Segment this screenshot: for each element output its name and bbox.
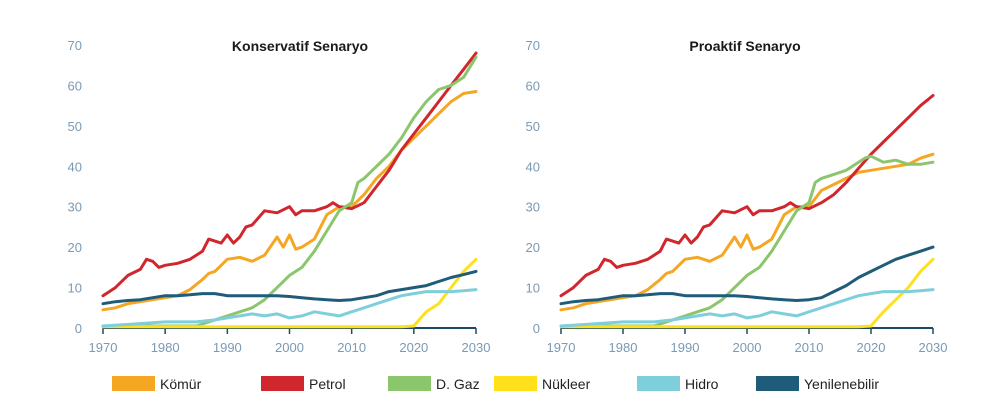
y-tick-label: 70 [525, 38, 540, 53]
x-tick-label: 2030 [918, 340, 948, 355]
legend-label-komur: Kömür [160, 376, 202, 392]
legend-swatch-komur [112, 376, 155, 391]
y-tick-label: 50 [525, 118, 540, 134]
y-tick-label: 20 [525, 240, 540, 256]
y-tick-label: 20 [67, 240, 82, 256]
x-tick-label: 2010 [794, 340, 824, 355]
x-tick-label: 1970 [88, 340, 118, 355]
legend [112, 376, 879, 392]
legend-label-nukleer: Nükleer [542, 376, 591, 392]
y-tick-label: 70 [67, 38, 82, 53]
y-tick-label: 40 [525, 159, 540, 175]
legend-label-d-gaz: D. Gaz [436, 376, 480, 392]
y-tick-label: 10 [67, 280, 82, 296]
series-line-petrol [103, 53, 476, 296]
series-line-d-gaz [561, 156, 933, 326]
chart-panel-konservatif [68, 38, 491, 355]
x-tick-label: 2020 [856, 340, 886, 355]
x-tick-label: 2000 [275, 340, 304, 355]
legend-swatch-yenilenebilir [756, 376, 799, 391]
y-tick-label: 50 [67, 118, 82, 134]
legend-swatch-d-gaz [388, 376, 431, 391]
y-tick-label: 0 [532, 321, 540, 336]
legend-swatch-petrol [261, 376, 304, 391]
x-tick-label: 2000 [732, 340, 762, 355]
y-tick-label: 40 [67, 159, 82, 175]
y-tick-label: 30 [67, 199, 82, 215]
y-tick-label: 0 [74, 321, 82, 336]
y-tick-label: 10 [525, 280, 540, 296]
y-tick-label: 30 [525, 199, 540, 215]
chart-title: Proaktif Senaryo [689, 38, 801, 54]
y-tick-label: 60 [67, 78, 82, 94]
y-tick-label: 60 [525, 78, 540, 94]
legend-label-petrol: Petrol [309, 376, 346, 392]
legend-label-hidro: Hidro [685, 376, 719, 392]
legend-swatch-hidro [637, 376, 680, 391]
series-line-petrol [561, 96, 933, 296]
x-tick-label: 2020 [399, 340, 429, 355]
x-tick-label: 2010 [337, 340, 367, 355]
chart-title: Konservatif Senaryo [231, 38, 369, 54]
x-tick-label: 1980 [608, 340, 638, 355]
x-tick-label: 1970 [546, 340, 576, 355]
legend-swatch-nukleer [494, 376, 537, 391]
x-tick-label: 1980 [150, 340, 180, 355]
x-tick-label: 2030 [461, 340, 491, 355]
chart-panel-proaktif [526, 38, 948, 355]
series-line-komur [561, 154, 933, 310]
legend-label-yenilenebilir: Yenilenebilir [804, 376, 879, 392]
x-tick-label: 1990 [212, 340, 242, 355]
x-tick-label: 1990 [670, 340, 700, 355]
